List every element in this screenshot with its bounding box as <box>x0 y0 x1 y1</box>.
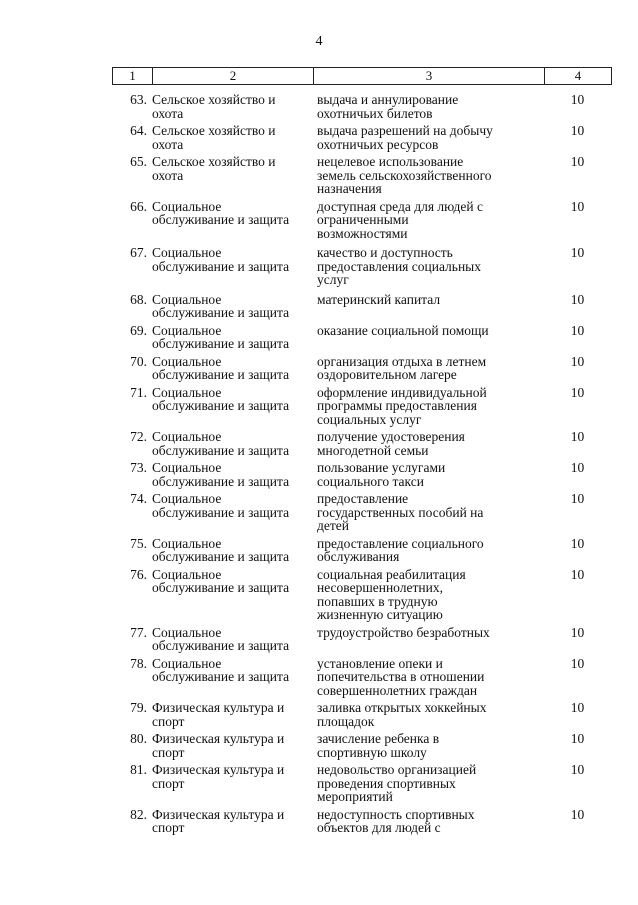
topic-line: получение удостоверения <box>317 429 465 444</box>
column-header-1: 1 <box>113 68 153 85</box>
topic-line: доступная среда для людей с <box>317 198 484 214</box>
topic-line: площадок <box>317 713 375 729</box>
row-category <box>152 461 313 488</box>
row-topic <box>313 200 544 241</box>
row-topic <box>313 124 544 151</box>
table-row <box>112 568 611 622</box>
category-line: обслуживание и защита <box>152 638 290 653</box>
row-value: 10 <box>570 429 585 444</box>
topic-line: услуг <box>317 272 349 287</box>
row-value: 10 <box>570 123 585 138</box>
row-number: 72. <box>130 429 147 444</box>
category-line: Социальное <box>152 384 222 400</box>
category-line: Социальное <box>152 566 222 582</box>
table-row <box>112 657 611 698</box>
topic-line: заливка открытых хоккейных <box>317 700 487 715</box>
topic-line: возможностями <box>317 225 408 241</box>
row-value: 10 <box>570 624 585 640</box>
topic-line: ограниченными <box>317 212 409 227</box>
topic-line: проведения спортивных <box>317 775 456 791</box>
category-line: Социальное <box>152 322 222 338</box>
category-line: обслуживание и защита <box>152 669 290 684</box>
table-row <box>112 701 611 728</box>
table-row <box>112 200 611 241</box>
topic-line: попавших в трудную <box>317 593 438 609</box>
row-category <box>152 293 313 320</box>
row-value: 10 <box>570 806 585 822</box>
row-number: 79. <box>130 700 147 715</box>
row-value: 10 <box>570 655 585 671</box>
row-value: 10 <box>570 322 585 338</box>
row-topic <box>313 568 544 622</box>
category-line: спорт <box>152 820 185 835</box>
category-line: Социальное <box>152 353 222 369</box>
table-row <box>112 324 611 351</box>
topic-line: предоставление социального <box>317 535 484 551</box>
topic-line: предоставление <box>317 491 409 506</box>
row-topic <box>313 537 544 564</box>
row-number: 74. <box>130 491 147 506</box>
column-header-4: 4 <box>545 68 612 85</box>
topic-line: оказание социальной помощи <box>317 322 489 338</box>
category-line: охота <box>152 167 184 183</box>
row-topic <box>313 293 544 320</box>
row-value: 10 <box>570 198 585 214</box>
page-number: 4 <box>315 34 323 49</box>
topic-line: попечительства в отношении <box>317 669 485 684</box>
topic-line: социального такси <box>317 473 424 489</box>
category-line: Социальное <box>152 291 222 307</box>
row-number: 69. <box>130 322 147 338</box>
category-line: Физическая культура и <box>152 700 285 715</box>
category-line: спорт <box>152 744 185 760</box>
row-number: 67. <box>130 245 147 260</box>
category-line: обслуживание и защита <box>152 473 290 489</box>
topic-line: программы предоставления <box>317 398 477 413</box>
topic-line: детей <box>317 518 349 533</box>
row-value: 10 <box>570 535 585 551</box>
topic-line: оформление индивидуальной <box>317 384 487 400</box>
category-line: охота <box>152 136 184 152</box>
row-topic <box>313 155 544 196</box>
row-number: 66. <box>130 198 147 214</box>
category-line: обслуживание и защита <box>152 504 290 520</box>
category-line: Физическая культура и <box>152 731 285 746</box>
row-topic <box>313 355 544 382</box>
row-number: 76. <box>130 566 147 582</box>
topic-line: назначения <box>317 181 382 196</box>
table-row <box>112 155 611 196</box>
row-value: 10 <box>570 245 585 260</box>
row-value: 10 <box>570 762 585 777</box>
topic-line: обслуживания <box>317 549 400 564</box>
table-row <box>112 430 611 457</box>
row-value: 10 <box>570 566 585 582</box>
row-topic <box>313 461 544 488</box>
row-number: 78. <box>130 655 147 671</box>
topic-line: жизненную ситуацию <box>317 607 443 622</box>
row-value: 10 <box>570 491 585 506</box>
category-line: Физическая культура и <box>152 762 285 777</box>
row-category <box>152 701 313 728</box>
row-value: 10 <box>570 291 585 307</box>
row-number: 71. <box>130 384 147 400</box>
table-row <box>112 293 611 320</box>
category-line: Социальное <box>152 245 222 260</box>
row-topic <box>313 763 544 804</box>
topic-line: материнский капитал <box>317 291 441 307</box>
category-line: Сельское хозяйство и <box>152 154 276 169</box>
topic-line: земель сельскохозяйственного <box>317 167 492 183</box>
row-number: 64. <box>130 123 147 138</box>
row-category <box>152 763 313 804</box>
row-number: 65. <box>130 154 147 169</box>
row-number: 63. <box>130 92 147 107</box>
table-row <box>112 537 611 564</box>
category-line: охота <box>152 105 184 121</box>
category-line: обслуживание и защита <box>152 367 290 382</box>
row-category <box>152 93 313 120</box>
category-line: Сельское хозяйство и <box>152 92 276 107</box>
table-row <box>112 386 611 427</box>
category-line: Физическая культура и <box>152 806 285 822</box>
category-line: обслуживание и защита <box>152 258 290 274</box>
topic-line: несовершеннолетних, <box>317 580 443 595</box>
row-category <box>152 568 313 622</box>
table-row <box>112 93 611 120</box>
row-number: 73. <box>130 460 147 475</box>
table-row <box>112 246 611 287</box>
row-category <box>152 324 313 351</box>
row-value: 10 <box>570 731 585 746</box>
topic-line: установление опеки и <box>317 655 443 671</box>
row-number: 81. <box>130 762 147 777</box>
topic-line: социальных услуг <box>317 411 422 427</box>
column-header-3: 3 <box>314 68 545 85</box>
row-category <box>152 492 313 533</box>
topic-line: социальная реабилитация <box>317 566 466 582</box>
category-line: Социальное <box>152 460 222 475</box>
topic-line: охотничьих ресурсов <box>317 136 439 152</box>
table-row <box>112 808 611 835</box>
row-number: 68. <box>130 291 147 307</box>
row-number: 70. <box>130 353 147 369</box>
topic-line: совершеннолетних граждан <box>317 682 478 698</box>
category-line: обслуживание и защита <box>152 398 290 413</box>
row-number: 82. <box>130 806 147 822</box>
row-topic <box>313 732 544 759</box>
table-body <box>112 93 611 835</box>
row-topic <box>313 657 544 698</box>
category-line: спорт <box>152 713 185 729</box>
category-line: Социальное <box>152 655 222 671</box>
category-line: обслуживание и защита <box>152 336 290 351</box>
category-line: Социальное <box>152 198 222 214</box>
row-topic <box>313 246 544 287</box>
row-category <box>152 626 313 653</box>
topic-line: объектов для людей с <box>317 820 441 835</box>
category-line: обслуживание и защита <box>152 580 290 595</box>
category-line: Сельское хозяйство и <box>152 123 276 138</box>
row-number: 77. <box>130 624 147 640</box>
topic-line: предоставления социальных <box>317 258 481 274</box>
category-line: обслуживание и защита <box>152 305 290 320</box>
row-category <box>152 355 313 382</box>
category-line: Социальное <box>152 429 222 444</box>
category-line: обслуживание и защита <box>152 442 290 458</box>
row-number: 75. <box>130 535 147 551</box>
topic-line: нецелевое использование <box>317 154 464 169</box>
topic-line: спортивную школу <box>317 744 427 760</box>
topic-line: мероприятий <box>317 789 393 804</box>
topic-line: зачисление ребенка в <box>317 731 440 746</box>
row-topic <box>313 386 544 427</box>
row-category <box>152 124 313 151</box>
row-topic <box>313 808 544 835</box>
row-category <box>152 732 313 759</box>
row-topic <box>313 492 544 533</box>
row-topic <box>313 626 544 653</box>
topic-line: организация отдыха в летнем <box>317 353 487 369</box>
row-topic <box>313 430 544 457</box>
topic-line: выдача и аннулирование <box>317 92 459 107</box>
topic-line: трудоустройство безработных <box>317 624 490 640</box>
table-row <box>112 763 611 804</box>
row-category <box>152 657 313 698</box>
topic-line: многодетной семьи <box>317 442 429 458</box>
category-line: Социальное <box>152 491 222 506</box>
row-category <box>152 155 313 196</box>
topic-line: охотничьих билетов <box>317 105 433 121</box>
row-topic <box>313 701 544 728</box>
row-value: 10 <box>570 460 585 475</box>
topic-line: государственных пособий на <box>317 504 484 520</box>
table-row <box>112 461 611 488</box>
row-category <box>152 430 313 457</box>
column-header-table <box>112 67 612 85</box>
row-value: 10 <box>570 92 585 107</box>
category-line: Социальное <box>152 535 222 551</box>
row-category <box>152 200 313 241</box>
topic-line: недовольство организацией <box>317 762 477 777</box>
category-line: обслуживание и защита <box>152 549 290 564</box>
table-row <box>112 124 611 151</box>
column-header-row <box>113 68 612 85</box>
table-row <box>112 626 611 653</box>
table-row <box>112 492 611 533</box>
category-line: обслуживание и защита <box>152 212 290 227</box>
column-header-2: 2 <box>153 68 314 85</box>
row-value: 10 <box>570 384 585 400</box>
row-number: 80. <box>130 731 147 746</box>
table-row <box>112 732 611 759</box>
category-line: Социальное <box>152 624 222 640</box>
row-value: 10 <box>570 700 585 715</box>
row-category <box>152 246 313 287</box>
row-category <box>152 808 313 835</box>
row-category <box>152 537 313 564</box>
row-topic <box>313 93 544 120</box>
topic-line: выдача разрешений на добычу <box>317 123 493 138</box>
row-topic <box>313 324 544 351</box>
row-value: 10 <box>570 353 585 369</box>
table-row <box>112 355 611 382</box>
row-value: 10 <box>570 154 585 169</box>
category-line: спорт <box>152 775 185 791</box>
row-category <box>152 386 313 427</box>
topic-line: пользование услугами <box>317 460 446 475</box>
topic-line: оздоровительном лагере <box>317 367 457 382</box>
topic-line: недоступность спортивных <box>317 806 475 822</box>
topic-line: качество и доступность <box>317 245 453 260</box>
